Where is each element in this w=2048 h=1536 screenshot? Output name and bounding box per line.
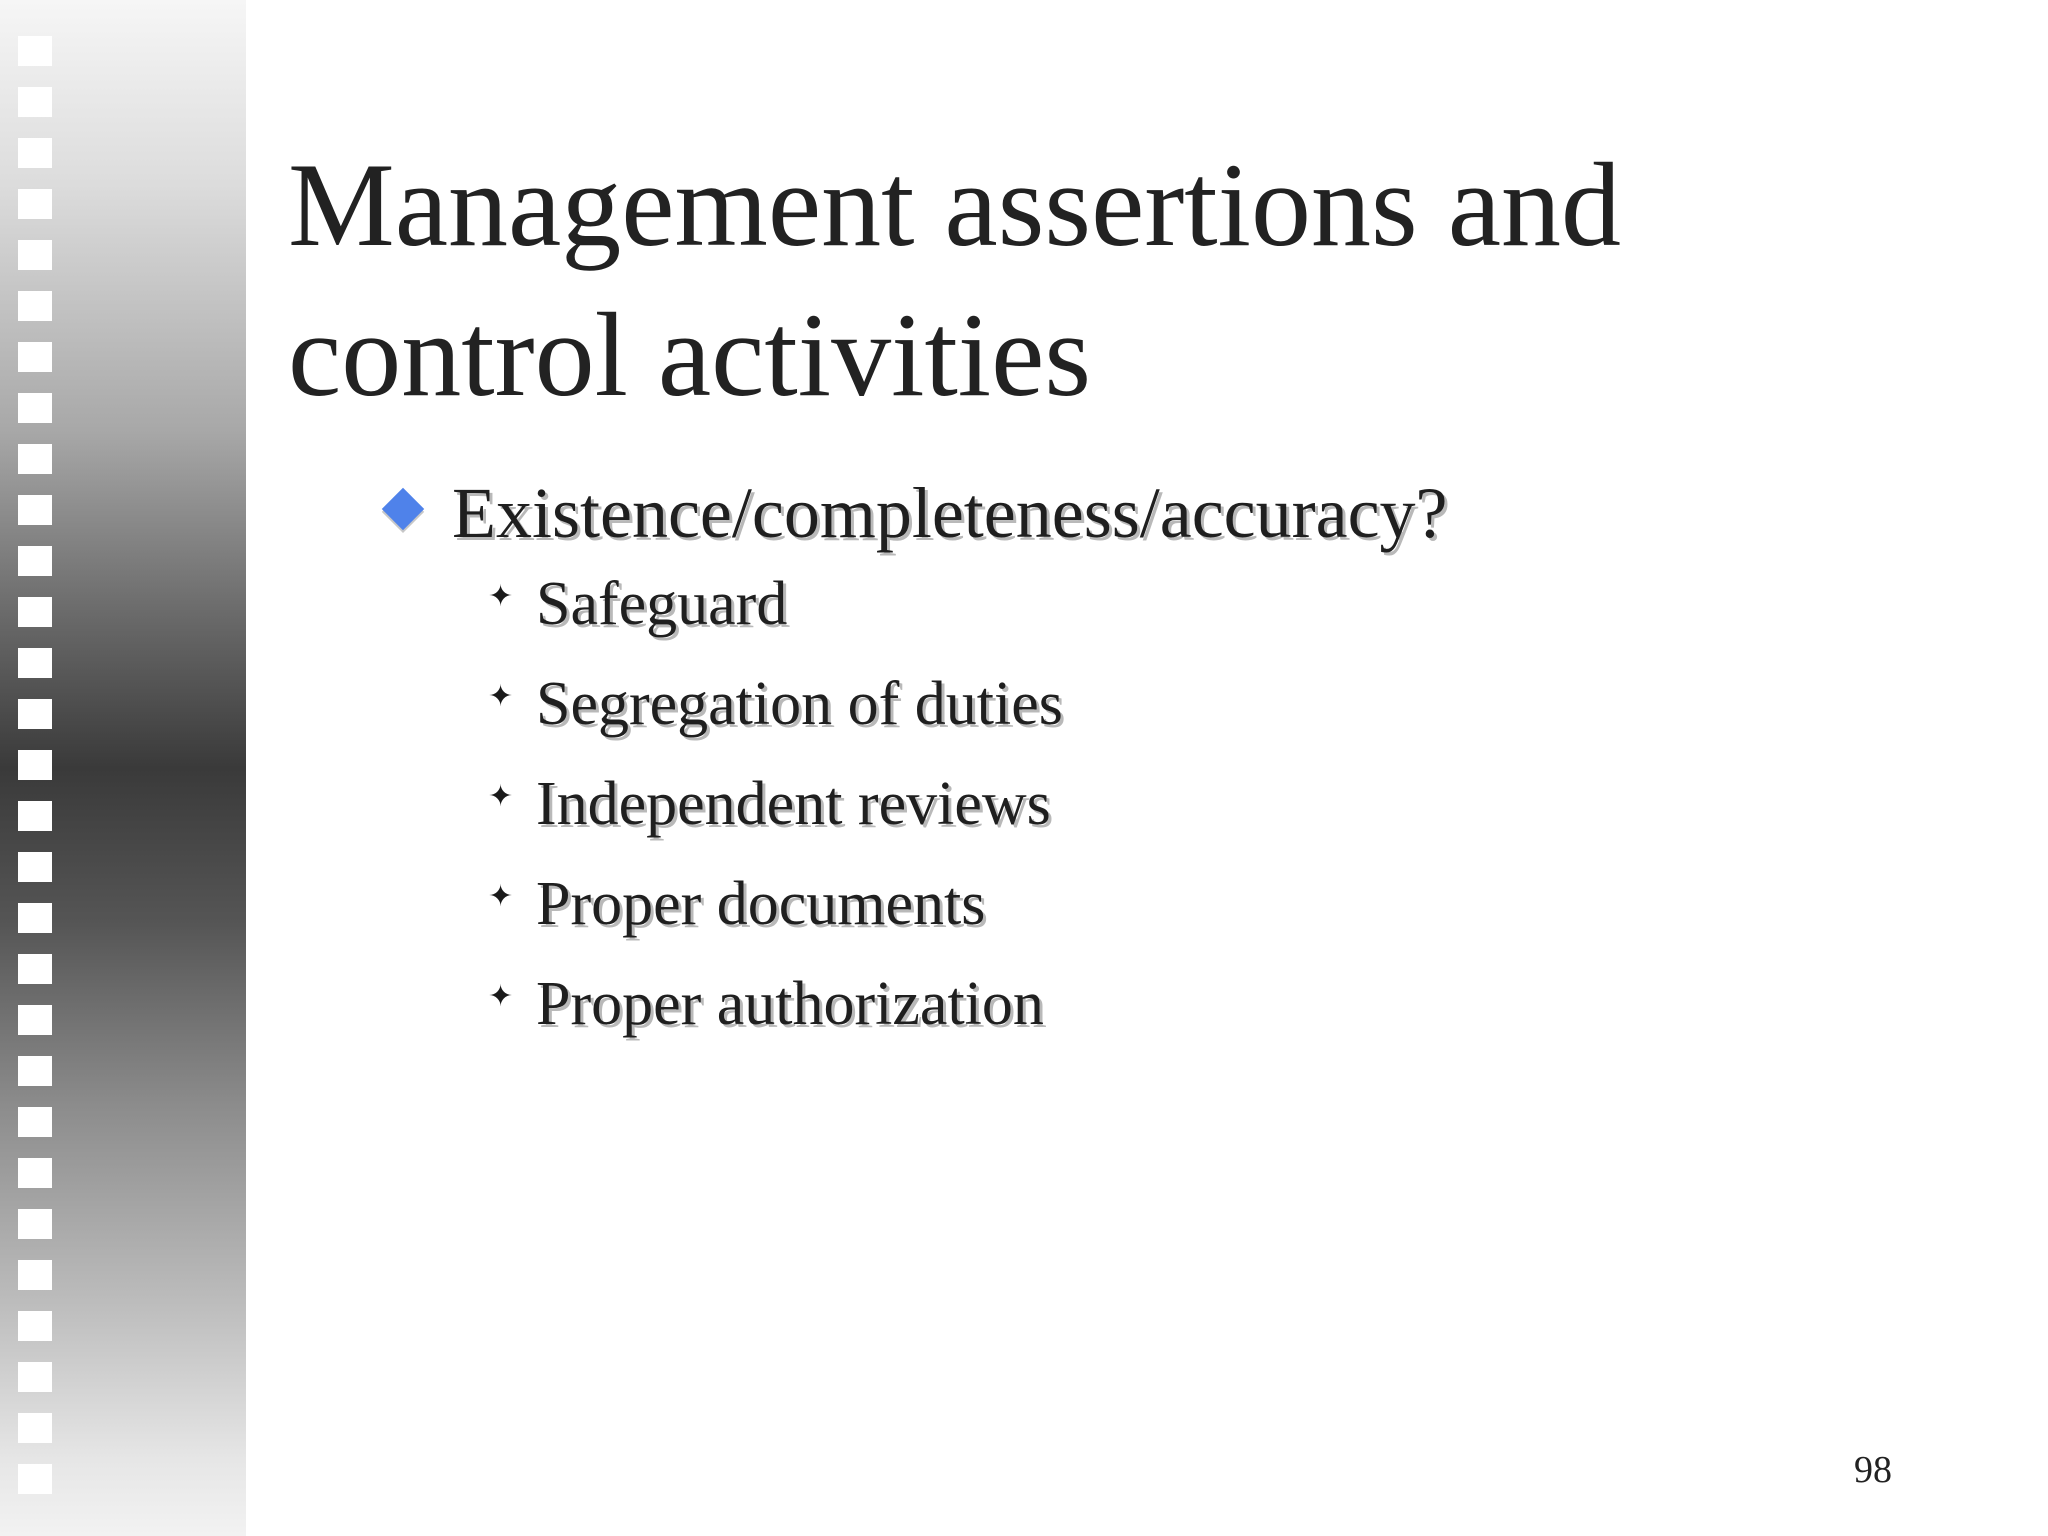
sub-bullet-item — [488, 966, 1940, 1042]
perforation — [18, 1464, 52, 1494]
star-bullet-icon: ✦ — [488, 980, 514, 1013]
sub-bullet-text: Independent reviews — [536, 770, 1051, 838]
perforation — [18, 597, 52, 627]
perforation — [18, 342, 52, 372]
bullet-list — [380, 468, 1940, 1066]
sub-bullet-text: Safeguard — [536, 570, 788, 638]
perforation — [18, 444, 52, 474]
perforation — [18, 393, 52, 423]
sub-bullet-item — [488, 566, 1940, 642]
film-strip-decoration — [0, 0, 246, 1536]
sub-bullet-item — [488, 866, 1940, 942]
film-perforations — [18, 36, 52, 1526]
perforation — [18, 648, 52, 678]
main-bullet-text: Existence/completeness/accuracy? — [452, 473, 1448, 553]
perforation — [18, 87, 52, 117]
perforation — [18, 138, 52, 168]
perforation — [18, 1362, 52, 1392]
sub-bullet-item — [488, 766, 1940, 842]
perforation — [18, 1209, 52, 1239]
perforation — [18, 1005, 52, 1035]
perforation — [18, 750, 52, 780]
star-bullet-icon: ✦ — [488, 880, 514, 913]
perforation — [18, 189, 52, 219]
diamond-icon — [382, 488, 424, 530]
perforation — [18, 546, 52, 576]
perforation — [18, 240, 52, 270]
sub-bullet-text: Proper documents — [536, 870, 986, 938]
perforation — [18, 801, 52, 831]
sub-bullet-list — [380, 566, 1940, 1042]
page-number: 98 — [1854, 1449, 1892, 1491]
perforation — [18, 1413, 52, 1443]
perforation — [18, 1260, 52, 1290]
perforation — [18, 954, 52, 984]
perforation — [18, 1107, 52, 1137]
star-bullet-icon: ✦ — [488, 580, 514, 613]
star-bullet-icon: ✦ — [488, 680, 514, 713]
perforation — [18, 1056, 52, 1086]
perforation — [18, 903, 52, 933]
perforation — [18, 699, 52, 729]
main-bullet-item — [380, 468, 1940, 558]
sub-bullet-item — [488, 666, 1940, 742]
perforation — [18, 495, 52, 525]
perforation — [18, 1158, 52, 1188]
sub-bullet-text: Segregation of duties — [536, 670, 1063, 738]
sub-bullet-text: Proper authorization — [536, 970, 1044, 1038]
slide-title: Management assertions and control activities — [288, 138, 1621, 421]
perforation — [18, 291, 52, 321]
perforation — [18, 1311, 52, 1341]
perforation — [18, 36, 52, 66]
star-bullet-icon: ✦ — [488, 780, 514, 813]
perforation — [18, 852, 52, 882]
